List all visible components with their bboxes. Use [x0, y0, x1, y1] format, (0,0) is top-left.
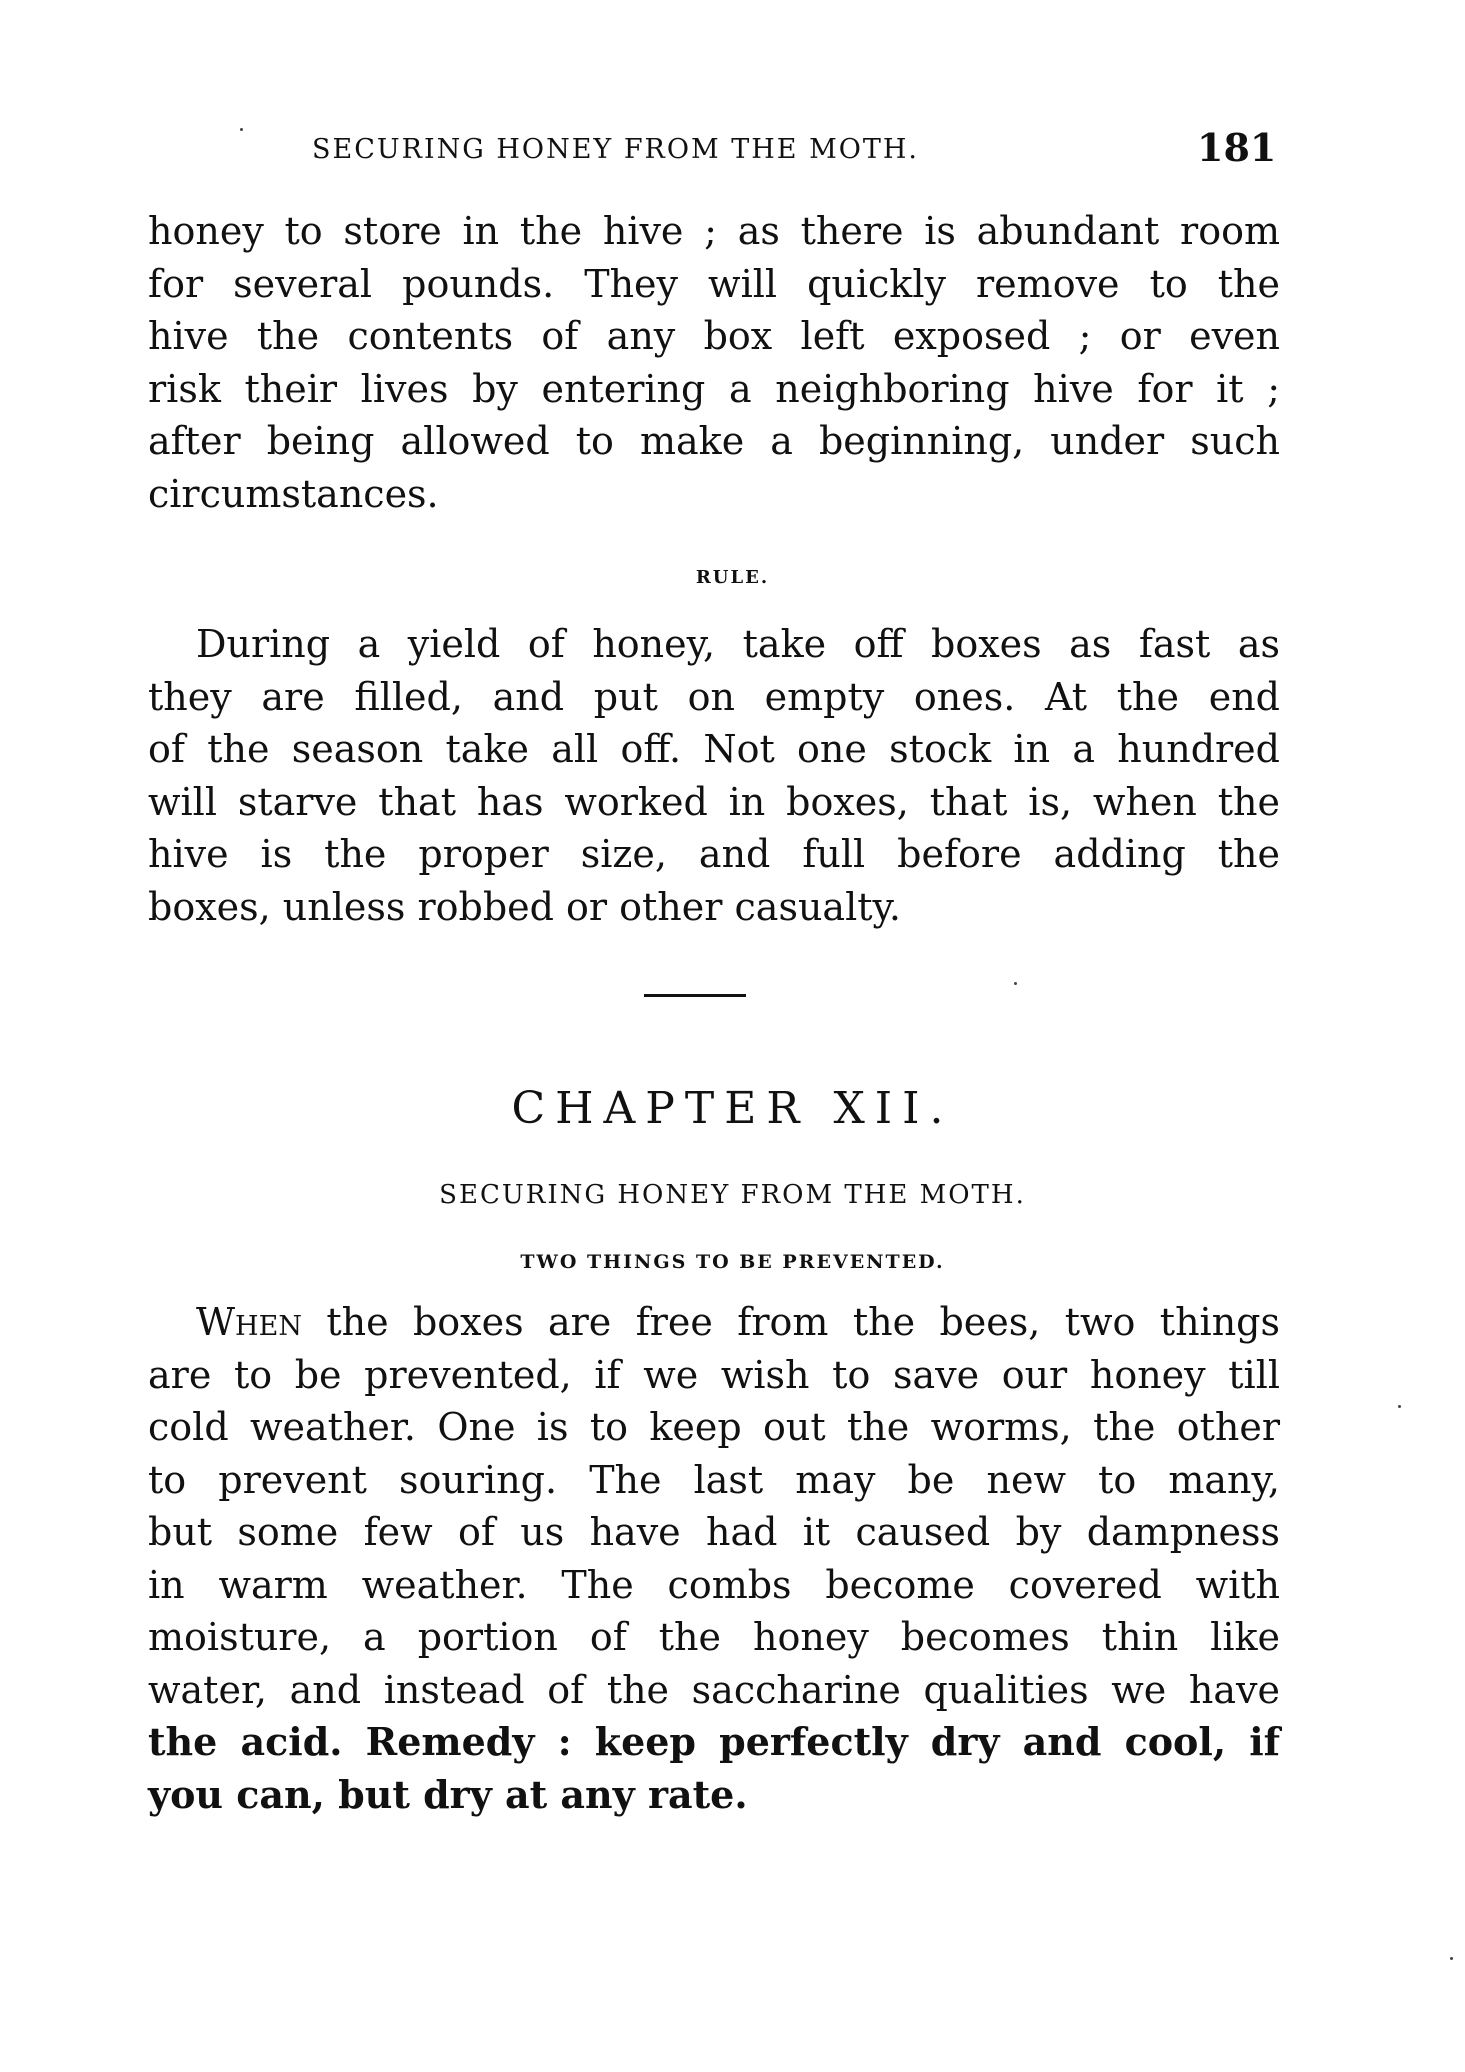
chapter-subtitle: SECURING HONEY FROM THE MOTH. [439, 1180, 1026, 1210]
paragraph-2-line: they are filled, and put on empty ones. At the end [148, 674, 1280, 719]
paragraph-3-line: cold weather. One is to keep out the worms, the other [148, 1405, 1280, 1449]
paragraph-2-line: hive is the proper size, and full before adding the [148, 832, 1280, 876]
section-divider [644, 994, 746, 997]
paragraph-3-line: the acid. Remedy : keep perfectly dry and cool, if [148, 1719, 1280, 1764]
print-speck [1014, 982, 1017, 985]
paragraph-1-line: circumstances. [148, 471, 439, 516]
paragraph-3-first-line [148, 1296, 1280, 1349]
section-heading: TWO THINGS TO BE PREVENTED. [520, 1251, 945, 1273]
paragraph-3-first-line-rest: the boxes are free from the bees, two things [301, 1300, 1280, 1344]
paragraph-1 [148, 205, 1280, 520]
paragraph-3-line: to prevent souring. The last may be new to many, [148, 1457, 1280, 1502]
paragraph-3-line: are to be prevented, if we wish to save our honey till [148, 1352, 1280, 1397]
rule-heading: RULE. [695, 567, 770, 588]
print-speck [1450, 1957, 1453, 1960]
paragraph-2-line: During a yield of honey, take off boxes as fast as [196, 622, 1280, 666]
paragraph-1-line: after being allowed to make a beginning, under such [148, 419, 1280, 463]
chapter-title: CHAPTER XII. [511, 1083, 954, 1134]
print-speck [240, 128, 243, 131]
paragraph-1-line: hive the contents of any box left exposed ; or even [148, 314, 1280, 358]
paragraph-3-line: water, and instead of the saccharine qualities we have [148, 1667, 1280, 1712]
print-speck [1398, 1405, 1401, 1408]
paragraph-1-line: honey to store in the hive ; as there is abundant room [148, 209, 1280, 253]
running-head: SECURING HONEY FROM THE MOTH. [312, 134, 920, 165]
paragraph-3-line: but some few of us have had it caused by dampness [148, 1510, 1280, 1554]
paragraph-3 [148, 1296, 1280, 1821]
paragraph-3-line: moisture, a portion of the honey becomes thin like [148, 1615, 1280, 1659]
drop-word: When [196, 1300, 302, 1344]
paragraph-2-line: of the season take all off. Not one stock in a hundred [148, 727, 1280, 771]
paragraph-2-line: will starve that has worked in boxes, that is, when the [148, 779, 1280, 824]
paragraph-3-line: in warm weather. The combs become covered with [148, 1562, 1280, 1607]
paragraph-1-line: for several pounds. They will quickly remove to the [148, 261, 1280, 306]
paragraph-3-line: you can, but dry at any rate. [148, 1771, 748, 1817]
paragraph-2-line: boxes, unless robbed or other casualty. [148, 884, 902, 929]
page-number: 181 [1197, 125, 1277, 170]
paragraph-2 [148, 618, 1280, 933]
paragraph-1-line: risk their lives by entering a neighboring hive for it ; [148, 366, 1280, 411]
